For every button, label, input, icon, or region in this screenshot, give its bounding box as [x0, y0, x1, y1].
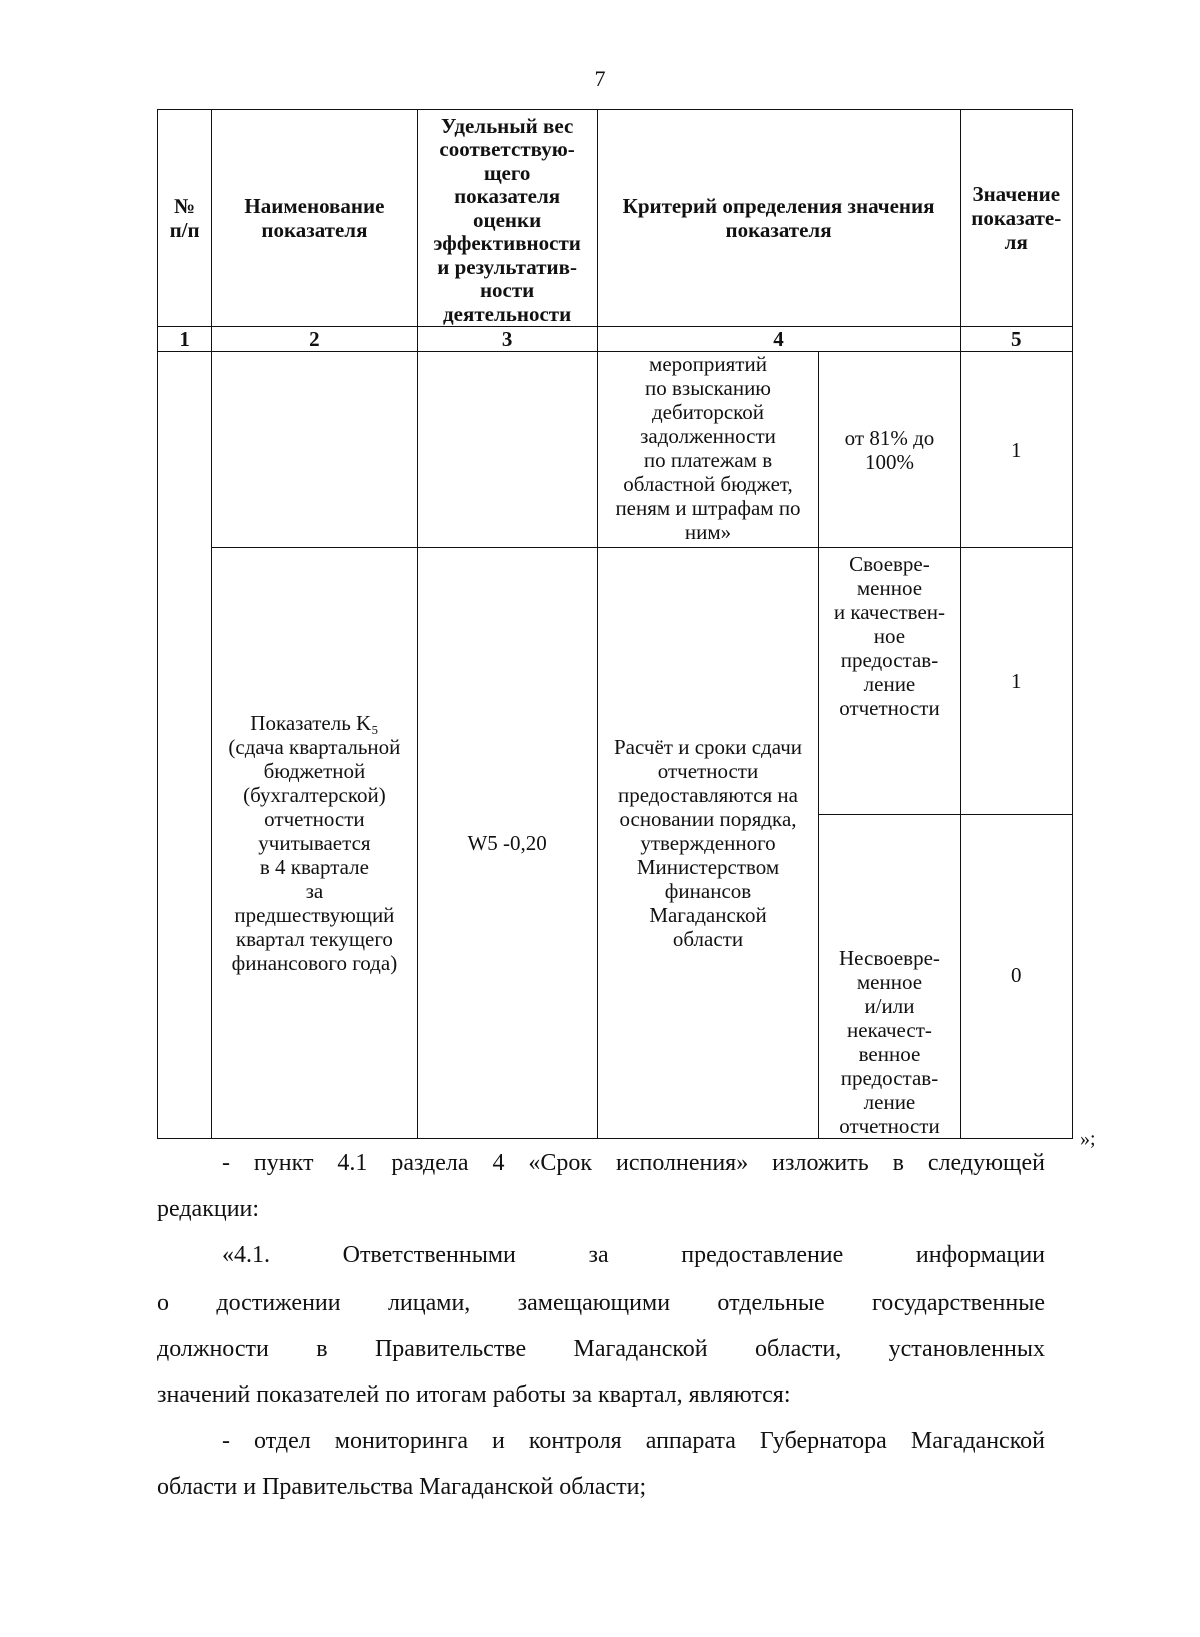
text-line: эффективности — [433, 231, 581, 255]
text-line: по платежам в — [643, 448, 773, 472]
row2-sub2-value: 0 — [960, 815, 1073, 1139]
text-line: Министерством — [636, 855, 780, 879]
text-line: отчетности — [839, 1114, 940, 1138]
row-number-cell — [158, 352, 212, 1139]
column-number-1: 1 — [158, 327, 212, 352]
text-line: отчетности — [264, 807, 365, 831]
paragraph-2-line-3: должности в Правительстве Магаданской области, установленных — [157, 1336, 1045, 1362]
text-line: (бухгалтерской) — [243, 783, 386, 807]
column-number-5: 5 — [960, 327, 1073, 352]
text-line: Наименование — [244, 194, 385, 218]
indicator-table — [157, 109, 1073, 1139]
text-line: соответствую- — [439, 137, 575, 161]
text-line: Критерий определения значения — [622, 194, 935, 218]
row2-sub1-label — [819, 548, 960, 815]
paragraph-2-line-1: «4.1. Ответственными за предоставление информации — [222, 1242, 1045, 1268]
column-number-row — [158, 327, 1073, 352]
paragraph-1-line-2: редакции: — [157, 1196, 260, 1222]
row2-weight: W5 -0,20 — [417, 548, 597, 1139]
text-line: Расчёт и сроки сдачи — [614, 735, 802, 759]
text-line: от 81% до — [844, 425, 935, 450]
text-line: Значение — [972, 182, 1061, 206]
paragraph-1-line-1: - пункт 4.1 раздела 4 «Срок исполнения» изложить в следующей — [222, 1150, 1045, 1176]
header-value — [960, 110, 1073, 327]
header-num — [158, 110, 212, 327]
row1-weight-cell — [417, 352, 597, 548]
text-line: финансового года) — [231, 951, 398, 975]
text-line: основании порядка, — [619, 807, 797, 831]
text-line: и результатив- — [437, 254, 577, 279]
text-line: показателя — [261, 218, 368, 242]
text-line: Магаданской — [649, 903, 767, 927]
column-number-2: 2 — [212, 327, 417, 352]
text-line: задолженности — [640, 424, 776, 448]
row1-range — [819, 352, 960, 548]
header-name — [212, 110, 417, 327]
text-line: Удельный вес — [440, 113, 574, 138]
table-row — [158, 352, 1073, 548]
text-line: венное — [858, 1042, 921, 1066]
text-line: и качествен- — [833, 600, 946, 624]
text-line: утвержденного — [640, 831, 776, 855]
text-line: ним» — [684, 520, 732, 544]
text-line: отчетности — [657, 759, 759, 783]
text-line: в 4 квартале — [259, 855, 369, 879]
page-number: 7 — [594, 66, 606, 91]
row2-criterion-text — [597, 548, 819, 1139]
text-line: некачест- — [847, 1018, 932, 1042]
text-line: (сдача квартальной — [228, 735, 401, 759]
text-line: ности — [479, 278, 535, 302]
text-line: Несвоевре- — [839, 946, 940, 970]
text-line: показателя — [454, 184, 561, 208]
header-criterion — [597, 110, 960, 327]
text-line: области — [672, 927, 744, 951]
text-line: ление — [863, 1090, 916, 1114]
text-line: Своевре- — [849, 552, 930, 576]
column-number-4: 4 — [597, 327, 960, 352]
closing-quote: »; — [1080, 1128, 1096, 1150]
text-line: ное — [873, 624, 906, 648]
text-line: предоставляются на — [618, 783, 798, 807]
text-line: за — [305, 879, 324, 903]
paragraph-3-line-2: области и Правительства Магаданской области; — [157, 1474, 647, 1500]
text-line: 100% — [864, 449, 914, 474]
text-line: менное — [856, 576, 923, 600]
text-line: ля — [1004, 230, 1028, 254]
paragraph-2-line-4: значений показателей по итогам работы за квартал, являются: — [157, 1382, 791, 1408]
text-line: учитывается — [258, 831, 371, 855]
text-line: предостав- — [840, 1066, 939, 1090]
row1-value: 1 — [960, 352, 1073, 548]
text-line: пеням и штрафам по — [615, 496, 801, 520]
row2-sub1-value: 1 — [960, 548, 1073, 815]
header-weight — [417, 110, 597, 327]
text-line: деятельности — [443, 301, 572, 326]
text-line: показателя — [725, 218, 832, 242]
row2-name — [212, 548, 417, 1139]
text-line: отчетности — [839, 696, 940, 720]
text-line: п/п — [169, 218, 200, 242]
text-line: областной бюджет, — [623, 472, 793, 496]
text-line: квартал текущего — [235, 927, 393, 951]
column-number-3: 3 — [417, 327, 597, 352]
paragraph-3-line-1: - отдел мониторинга и контроля аппарата Губернатора Магаданской — [222, 1428, 1045, 1454]
row1-name-cell — [212, 352, 417, 548]
text-line: Показатель K₅ — [250, 711, 379, 735]
text-line: по взысканию — [645, 376, 771, 400]
text-line: оценки — [473, 207, 542, 232]
text-line: предостав- — [840, 648, 939, 672]
paragraph-2-line-2: о достижении лицами, замещающими отдельные государственные — [157, 1290, 1045, 1316]
text-line: предшествующий — [234, 903, 395, 927]
row1-criterion-text — [597, 352, 819, 548]
text-line: показате- — [971, 206, 1062, 230]
text-line: менное — [856, 970, 923, 994]
text-line: дебиторской — [651, 400, 765, 424]
text-line: финансов — [664, 879, 752, 903]
text-line: и/или — [864, 994, 915, 1018]
table-header-row — [158, 110, 1073, 327]
text-line: щего — [483, 160, 531, 185]
row2-sub2-label — [819, 815, 960, 1139]
text-line: бюджетной — [263, 759, 366, 783]
table-row — [158, 548, 1073, 815]
text-line: мероприятий — [649, 352, 767, 376]
text-line: № — [174, 194, 196, 218]
text-line: ление — [863, 672, 916, 696]
